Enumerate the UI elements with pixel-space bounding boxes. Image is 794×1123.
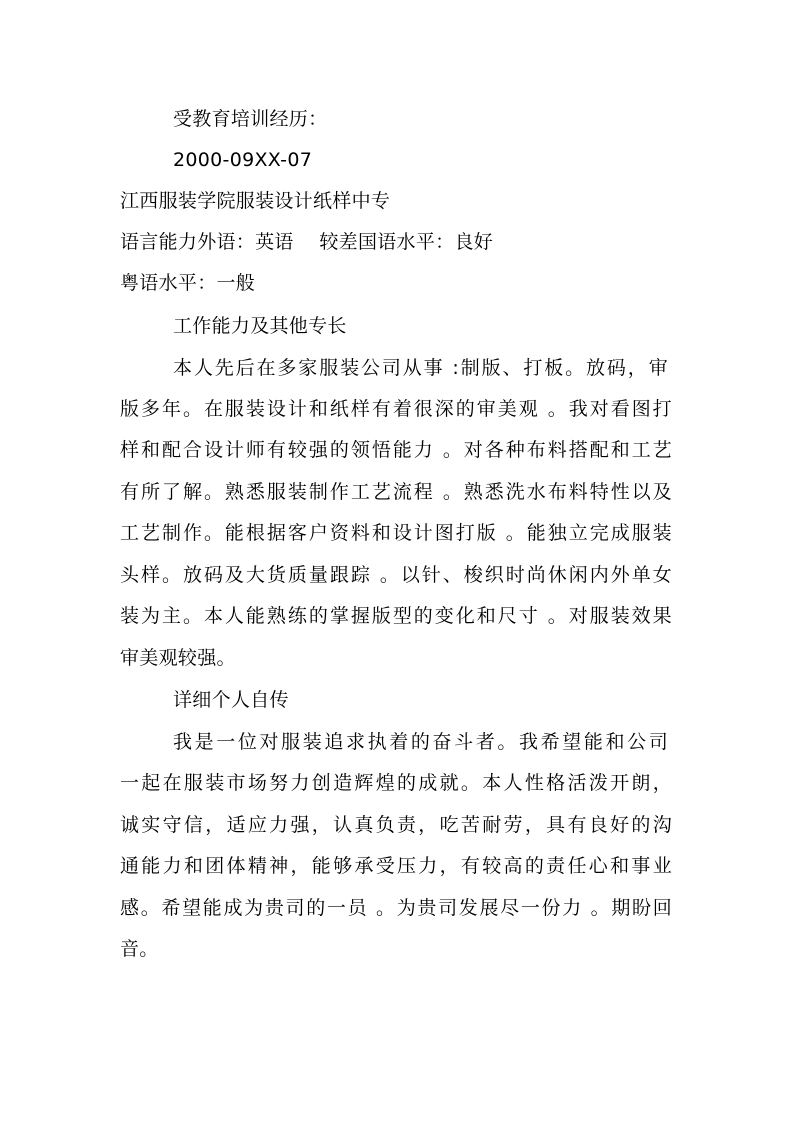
education-school: 江西服装学院服装设计纸样中专 [120,190,391,212]
bio-paragraph-line: 诚实守信，适应力强，认真负责，吃苦耐劳，具有良好的沟 [120,814,672,836]
skills-paragraph-line: 样和配合设计师有较强的领悟能力 。对各种布料搭配和工艺 [120,439,672,461]
bio-heading: 详细个人自传 [173,689,289,711]
bio-paragraph-line: 感。希望能成为贵司的一员 。为贵司发展尽一份力 。期盼回 [120,897,672,919]
language-skills: 语言能力外语：英语 较差国语水平：良好 [120,231,494,253]
bio-paragraph-line: 通能力和团体精神，能够承受压力，有较高的责任心和事业 [120,855,672,877]
cantonese-level: 粤语水平：一般 [120,272,256,294]
skills-paragraph-line: 版多年。在服装设计和纸样有着很深的审美观 。我对看图打 [120,398,672,420]
bio-paragraph-line: 我是一位对服装追求执着的奋斗者。我希望能和公司 [173,731,668,753]
bio-paragraph-line: 音。 [120,938,159,960]
skills-heading: 工作能力及其他专长 [173,315,347,337]
skills-paragraph-line: 装为主。本人能熟练的掌握版型的变化和尺寸 。对服装效果 [120,605,672,627]
education-period: 2000-09XX-07 [173,149,313,171]
skills-paragraph-line: 有所了解。熟悉服装制作工艺流程 。熟悉洗水布料特性以及 [120,481,672,503]
bio-paragraph-line: 一起在服装市场努力创造辉煌的成就。本人性格活泼开朗， [120,772,672,794]
skills-paragraph-line: 工艺制作。能根据客户资料和设计图打版 。能独立完成服装 [120,522,672,544]
education-heading: 受教育培训经历： [173,108,328,130]
skills-paragraph-line: 审美观较强。 [120,647,236,669]
skills-paragraph-line: 头样。放码及大货质量跟踪 。以针、梭织时尚休闲内外单女 [120,564,672,586]
skills-paragraph-line: 本人先后在多家服装公司从事 :制版、打板。放码，审 [173,357,668,379]
